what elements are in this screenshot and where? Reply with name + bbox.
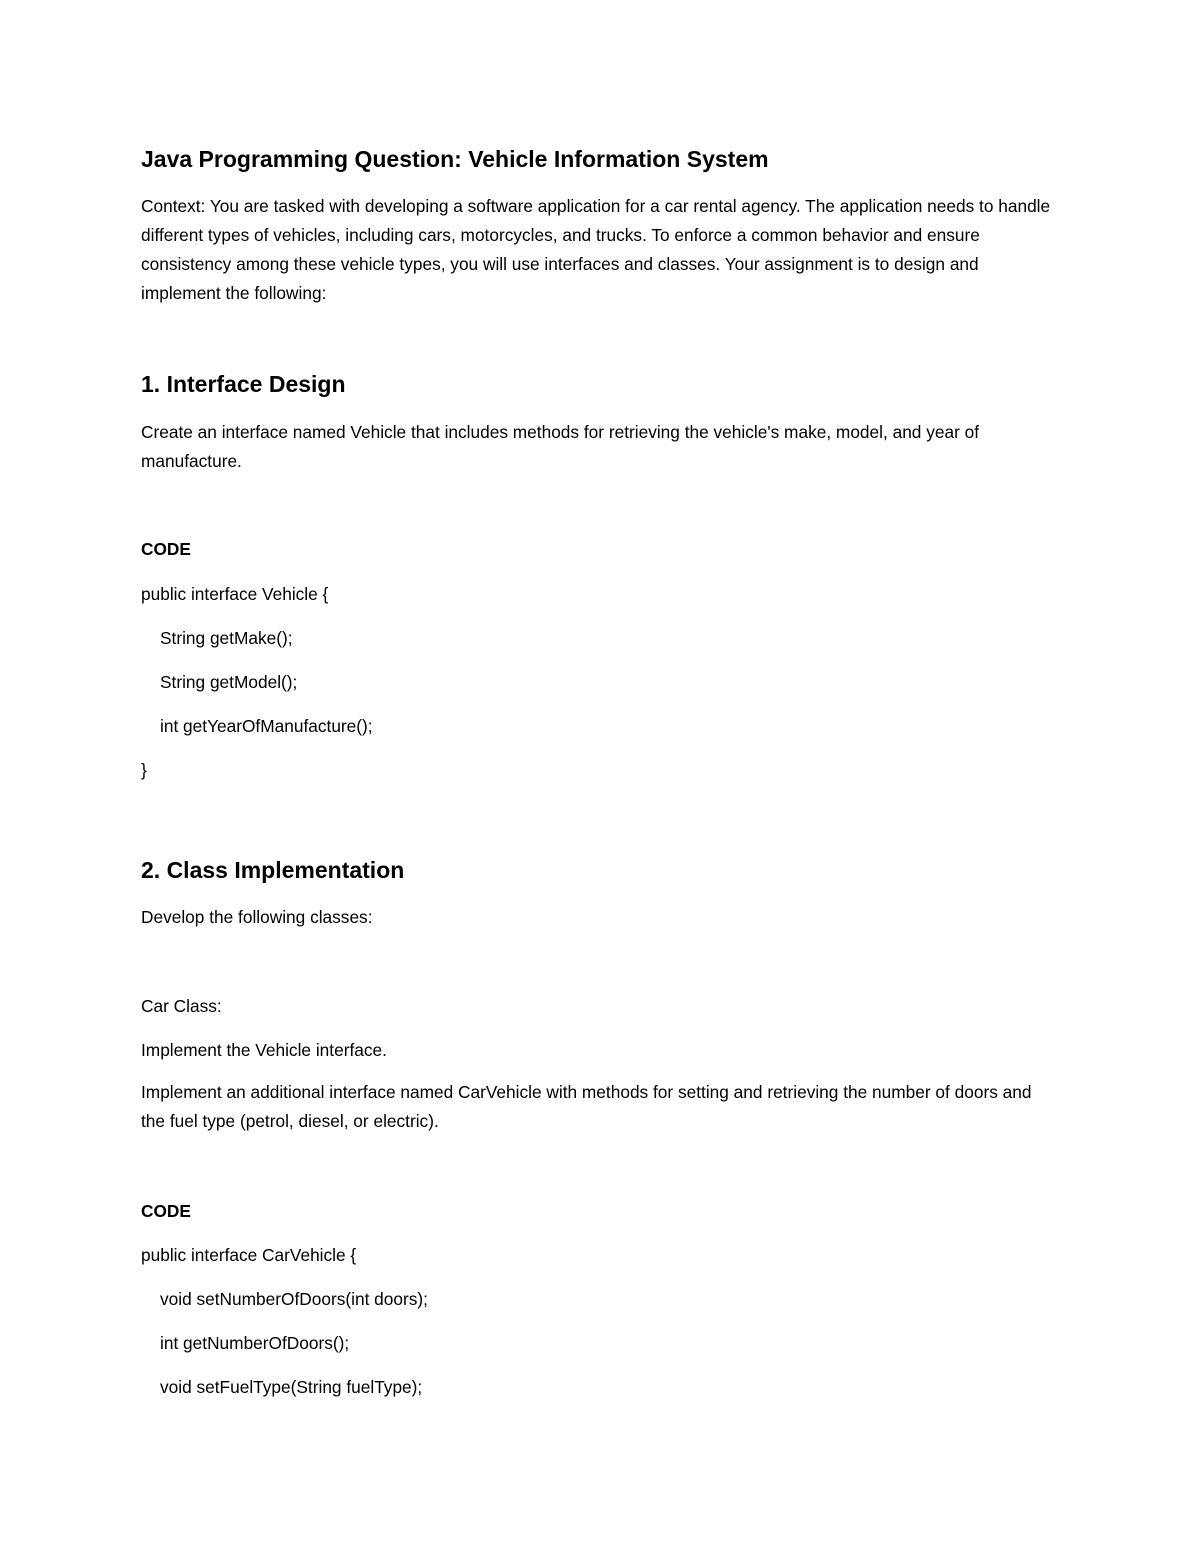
code-line: void setNumberOfDoors(int doors); (160, 1289, 428, 1309)
car-class-item-1: Implement the Vehicle interface. (141, 1040, 387, 1060)
context-paragraph: Context: You are tasked with developing a software application for a car rental agency. The application needs to handle different types of vehicles, including cars, motorcycles, and trucks. To enforce a common behavior and ensure consistency among these vehicle types, you will use interfaces and classes. Your assignment is to design and implement the following: (141, 196, 1051, 303)
code-line: } (141, 760, 147, 780)
code-line: void setFuelType(String fuelType); (160, 1377, 423, 1397)
section-1-heading: 1. Interface Design (141, 371, 346, 397)
document-title: Java Programming Question: Vehicle Information System (141, 146, 769, 172)
section-2-intro: Develop the following classes: (141, 907, 373, 927)
section-2-code-label: CODE (141, 1201, 191, 1221)
section-2-heading: 2. Class Implementation (141, 857, 405, 883)
code-line: int getYearOfManufacture(); (160, 716, 373, 736)
code-line: public interface Vehicle { (141, 584, 329, 604)
code-line: String getMake(); (160, 628, 293, 648)
section-1-code-label: CODE (141, 539, 191, 559)
code-line: public interface CarVehicle { (141, 1245, 357, 1265)
code-line: int getNumberOfDoors(); (160, 1333, 350, 1353)
section-1-description: Create an interface named Vehicle that includes methods for retrieving the vehicle's make, model, and year of manufacture. (141, 422, 980, 471)
car-class-label: Car Class: (141, 996, 222, 1016)
car-class-item-2: Implement an additional interface named CarVehicle with methods for setting and retrieving the number of doors and the fuel type (petrol, diesel, or electric). (141, 1082, 1032, 1131)
code-line: String getModel(); (160, 672, 298, 692)
